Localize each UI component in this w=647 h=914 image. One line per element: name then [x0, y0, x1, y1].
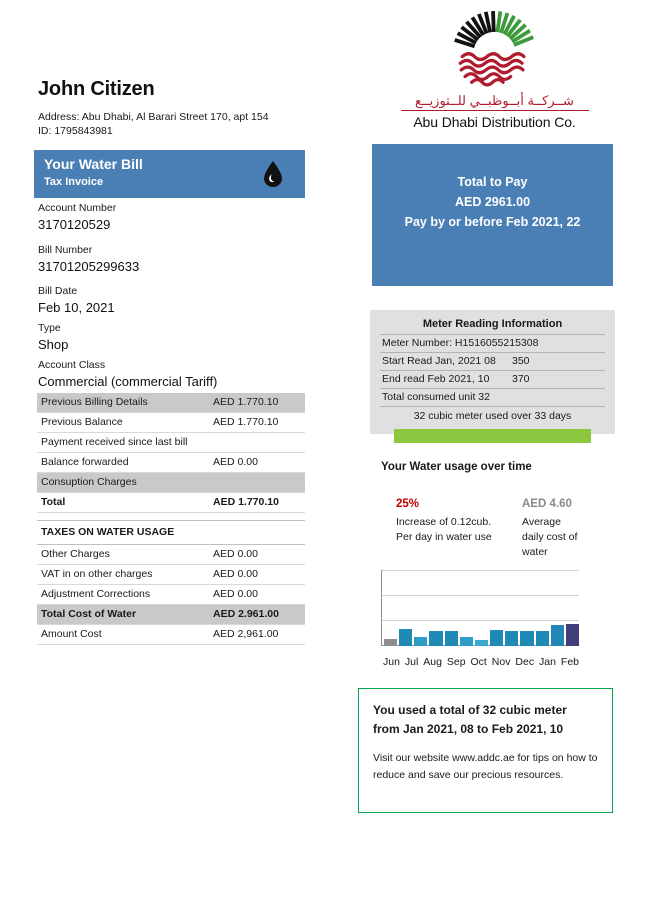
chart-bar	[445, 631, 458, 646]
chart-tick-label: Dec	[515, 656, 535, 668]
charge-label: Payment received since last bill	[37, 433, 209, 453]
logo-arabic-text: شــركــة أبــوظبــي للــتوزيــع	[415, 93, 574, 108]
chart-plot-area	[381, 570, 579, 646]
account-number-block	[38, 201, 304, 233]
customer-block	[38, 78, 304, 138]
usage-summary-head-line1: You used a total of 32 cubic meter	[373, 703, 567, 717]
chart-bar	[505, 631, 518, 646]
charges-table	[37, 393, 305, 645]
chart-bar	[566, 624, 579, 646]
charge-amount: AED 0.00	[209, 545, 305, 565]
chart-tick-label: Sep	[446, 656, 466, 668]
table-row	[37, 473, 305, 493]
bill-date-label: Bill Date	[38, 285, 78, 297]
usage-summary-body: Visit our website www.addc.ae for tips on how to reduce and save our precious resources.	[373, 752, 598, 781]
chart-tick-label: Oct	[470, 656, 487, 668]
charge-amount: AED 0.00	[209, 453, 305, 473]
account-class-block	[38, 358, 304, 390]
table-row	[37, 433, 305, 453]
usage-increase-line1: Increase of 0.12cub.	[396, 516, 492, 528]
meter-usage-note: 32 cubic meter used over 33 days	[380, 406, 605, 424]
charge-amount: AED 2.961.00	[209, 605, 305, 625]
usage-avg-cost-line2: daily cost of	[522, 531, 578, 543]
chart-bars	[384, 570, 579, 646]
account-number-label: Account Number	[38, 202, 117, 214]
chart-bar	[536, 631, 549, 646]
bill-date-block	[38, 284, 304, 316]
charge-label: Total Cost of Water	[37, 605, 209, 625]
meter-usage-bar-fill	[394, 429, 591, 443]
charge-label: Amount Cost	[37, 625, 209, 645]
chart-tick-label: Aug	[423, 656, 442, 668]
table-row	[37, 605, 305, 625]
meter-reading-title: Meter Reading Information	[422, 318, 563, 330]
type-label: Type	[38, 322, 61, 334]
bill-number-block	[38, 243, 304, 275]
bill-header-title: Your Water Bill	[44, 156, 143, 172]
table-row	[37, 453, 305, 473]
chart-bar	[475, 640, 488, 646]
usage-increase-desc	[396, 515, 516, 545]
account-class-label: Account Class	[38, 359, 106, 371]
total-to-pay-amount: AED 2961.00	[454, 195, 531, 209]
chart-bar	[414, 637, 427, 646]
chart-bar	[399, 629, 412, 646]
table-row	[37, 625, 305, 645]
charge-label: Adjustment Corrections	[37, 585, 209, 605]
end-read-label: End read Feb 2021, 10	[382, 373, 490, 385]
bill-header-subtitle: Tax Invoice	[44, 176, 104, 188]
total-to-pay-label: Total to Pay	[457, 175, 528, 189]
logo-rays	[454, 11, 534, 48]
table-row	[37, 413, 305, 433]
chart-bar	[520, 631, 533, 646]
usage-avg-cost-line1: Average	[522, 516, 561, 528]
usage-stat-avg-cost	[522, 496, 612, 560]
chart-x-tick-labels	[383, 655, 579, 670]
bill-number-label: Bill Number	[38, 244, 93, 256]
chart-bar	[384, 639, 397, 646]
end-read-value: 370	[512, 373, 530, 385]
chart-bar	[490, 630, 503, 646]
charge-amount: AED 1.770.10	[209, 413, 305, 433]
end-read-row	[380, 370, 605, 388]
meter-reading-box	[370, 310, 615, 434]
charge-amount: AED 0.00	[209, 565, 305, 585]
bill-header-band	[34, 150, 305, 198]
charge-amount	[209, 433, 305, 453]
chart-bar	[551, 625, 564, 646]
bill-number-value: 31701205299633	[38, 259, 140, 274]
table-row	[37, 585, 305, 605]
usage-increase-percent: 25%	[396, 498, 420, 510]
tax-section-header	[37, 521, 305, 545]
table-row	[37, 545, 305, 565]
usage-summary-box	[358, 688, 613, 813]
chart-tick-label: Feb	[560, 656, 579, 668]
table-row	[37, 393, 305, 413]
charge-label: Previous Balance	[37, 413, 209, 433]
charge-amount: AED 1.770.10	[209, 493, 305, 513]
total-consumed-text: Total consumed unit 32	[382, 391, 490, 403]
charge-label: Previous Billing Details	[37, 393, 209, 413]
table-row	[37, 493, 305, 513]
chart-tick-label: Nov	[491, 656, 511, 668]
type-value: Shop	[38, 337, 69, 352]
table-spacer	[37, 513, 305, 521]
account-class-value: Commercial (commercial Tariff)	[38, 374, 218, 389]
total-to-pay-due-date: Pay by or before Feb 2021, 22	[404, 215, 581, 229]
usage-avg-cost-value: AED 4.60	[522, 498, 572, 510]
chart-tick-label: Jul	[404, 656, 419, 668]
chart-bar	[460, 637, 473, 646]
chart-bar	[429, 631, 442, 646]
water-usage-chart	[381, 570, 579, 646]
start-read-label: Start Read Jan, 2021 08	[382, 355, 496, 367]
logo-divider	[401, 110, 589, 111]
total-consumed-row	[380, 388, 605, 406]
logo-english-text: Abu Dhabi Distribution Co.	[413, 114, 576, 130]
charge-label: Other Charges	[37, 545, 209, 565]
bill-date-value: Feb 10, 2021	[38, 300, 115, 315]
charge-label: Total	[37, 493, 209, 513]
customer-id: ID: 1795843981	[38, 125, 113, 137]
account-number-value: 3170120529	[38, 217, 111, 232]
chart-tick-label: Jun	[383, 656, 400, 668]
type-block	[38, 321, 304, 353]
charge-label: VAT in on other charges	[37, 565, 209, 585]
start-read-row	[380, 352, 605, 370]
logo-waves	[460, 54, 524, 85]
tax-section-title: TAXES ON WATER USAGE	[37, 521, 305, 545]
company-logo	[392, 8, 597, 131]
charge-amount: AED 2,961.00	[209, 625, 305, 645]
start-read-value: 350	[512, 355, 530, 367]
water-drop-icon	[263, 161, 283, 187]
charge-label: Consuption Charges	[37, 473, 209, 493]
meter-number-row	[380, 334, 605, 352]
addc-sun-water-logo-icon	[447, 8, 542, 90]
charge-label: Balance forwarded	[37, 453, 209, 473]
chart-tick-label: Jan	[539, 656, 556, 668]
charge-amount	[209, 473, 305, 493]
usage-section-title: Your Water usage over time	[381, 461, 532, 473]
usage-stat-increase	[396, 496, 516, 545]
charge-amount: AED 0.00	[209, 585, 305, 605]
meter-usage-bar-track	[394, 429, 591, 443]
charges-table-body	[37, 393, 305, 645]
usage-increase-line2: Per day in water use	[396, 531, 492, 543]
usage-avg-cost-line3: water	[522, 546, 548, 558]
usage-summary-head-line2: from Jan 2021, 08 to Feb 2021, 10	[373, 722, 564, 736]
usage-avg-cost-desc	[522, 515, 612, 560]
table-row	[37, 565, 305, 585]
customer-address: Address: Abu Dhabi, Al Barari Street 170, apt 154	[38, 111, 269, 123]
customer-name: John Citizen	[38, 78, 155, 100]
charge-amount: AED 1.770.10	[209, 393, 305, 413]
total-to-pay-box	[372, 144, 613, 286]
meter-number-text: Meter Number: H1516055215308	[382, 337, 539, 349]
